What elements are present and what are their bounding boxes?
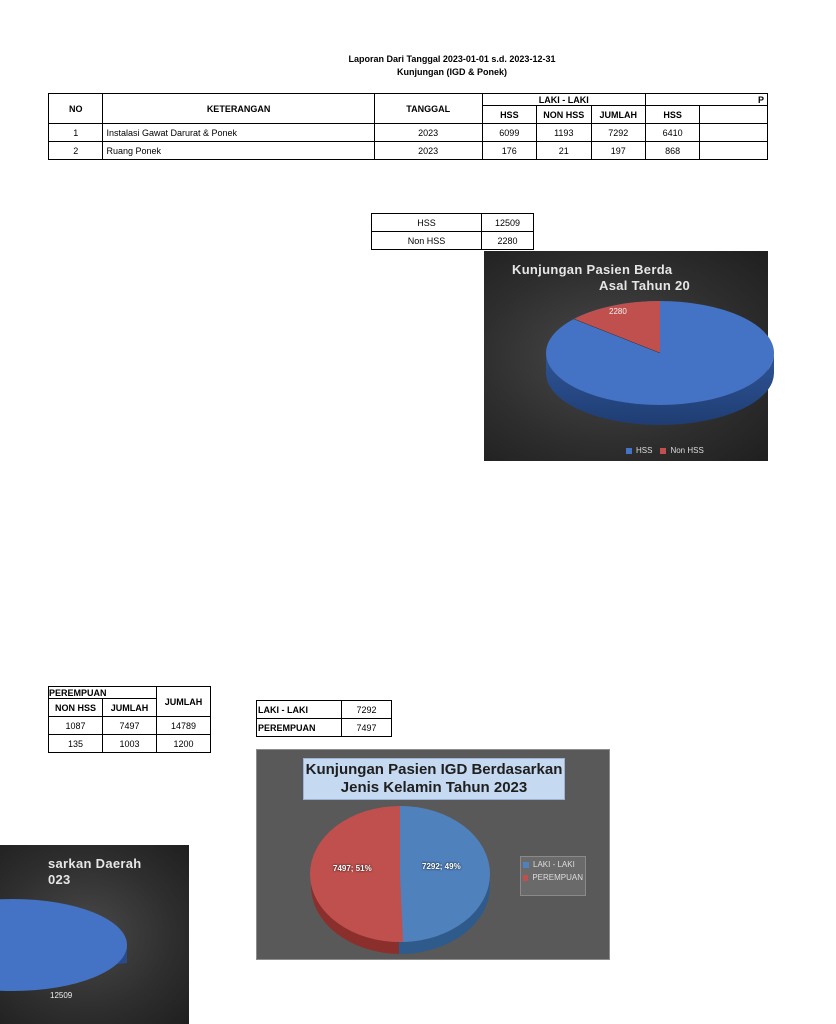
legend-label-laki: LAKI - LAKI xyxy=(533,860,575,869)
hss-value: 12509 xyxy=(482,214,534,232)
cell-jumlah: 1003 xyxy=(103,735,157,753)
data-label-laki: 7292; 49% xyxy=(422,862,461,871)
non-hss-label: Non HSS xyxy=(372,232,482,250)
header-perempuan-cut: P xyxy=(645,94,767,106)
header-keterangan: KETERANGAN xyxy=(103,94,374,124)
cell-blank xyxy=(700,142,768,160)
cell-tanggal: 2023 xyxy=(374,142,482,160)
cell-hss: 6099 xyxy=(482,124,536,142)
cell-no: 2 xyxy=(49,142,103,160)
data-label-perempuan: 7497; 51% xyxy=(333,864,372,873)
cell-jumlah: 197 xyxy=(591,142,645,160)
header-hss-2: HSS xyxy=(645,106,699,124)
chart-legend xyxy=(520,856,586,896)
data-label-hss: 12509 xyxy=(50,991,73,1000)
cell-non-hss: 21 xyxy=(537,142,591,160)
legend-item-laki xyxy=(523,860,583,869)
pie-slice-hss xyxy=(0,899,127,991)
gender-summary-table xyxy=(256,700,392,737)
chart-title-line2: Asal Tahun 20 xyxy=(599,278,691,293)
cell-keterangan: Ruang Ponek xyxy=(103,142,374,160)
cell-total: 14789 xyxy=(157,717,211,735)
header-blank xyxy=(700,106,768,124)
cell-hss-2: 868 xyxy=(645,142,699,160)
chart-title-line1: sarkan Daerah xyxy=(48,856,142,871)
header-perempuan: PEREMPUAN xyxy=(49,687,157,699)
cell-jumlah: 7292 xyxy=(591,124,645,142)
cell-jumlah: 7497 xyxy=(103,717,157,735)
cell-hss-2: 6410 xyxy=(645,124,699,142)
data-label-non-hss: 2280 xyxy=(609,307,627,316)
legend-label-hss: HSS xyxy=(636,446,653,455)
table-row xyxy=(49,717,211,735)
header-jumlah: JUMLAH xyxy=(103,699,157,717)
main-table-wrapper xyxy=(48,93,764,161)
chart-title-line2: Jenis Kelamin Tahun 2023 xyxy=(340,779,528,796)
perempuan-value: 7497 xyxy=(342,719,392,737)
cell-non-hss: 1193 xyxy=(537,124,591,142)
pie-chart-daerah-1 xyxy=(484,251,768,461)
main-table xyxy=(48,93,768,160)
perempuan-label: PEREMPUAN xyxy=(257,719,342,737)
legend-swatch-hss xyxy=(626,448,632,454)
hss-label: HSS xyxy=(372,214,482,232)
cell-non-hss: 135 xyxy=(49,735,103,753)
table-row xyxy=(257,719,392,737)
chart-daerah-asal xyxy=(484,251,768,461)
chart-title-line1: Kunjungan Pasien Berda xyxy=(512,262,673,277)
cell-hss: 176 xyxy=(482,142,536,160)
header-non-hss: NON HSS xyxy=(49,699,103,717)
report-title: Laporan Dari Tanggal 2023-01-01 s.d. 2023-12-31 xyxy=(348,54,556,64)
cell-non-hss: 1087 xyxy=(49,717,103,735)
cell-no: 1 xyxy=(49,124,103,142)
legend-swatch-non-hss xyxy=(660,448,666,454)
margin-strip xyxy=(0,845,48,885)
perempuan-table xyxy=(48,686,211,753)
legend-item-perempuan xyxy=(523,873,583,882)
table-row xyxy=(49,735,211,753)
cell-tanggal: 2023 xyxy=(374,124,482,142)
header-non-hss: NON HSS xyxy=(537,106,591,124)
chart-title-line1: Kunjungan Pasien IGD Berdasarkan xyxy=(305,761,563,778)
cell-blank xyxy=(700,124,768,142)
report-subtitle: Kunjungan (IGD & Ponek) xyxy=(397,67,507,77)
table-row xyxy=(372,214,534,232)
chart-title-line2: 023 xyxy=(48,872,71,887)
chart-legend xyxy=(626,446,704,455)
legend-swatch-perempuan xyxy=(523,875,528,881)
laki-value: 7292 xyxy=(342,701,392,719)
header-laki-laki: LAKI - LAKI xyxy=(482,94,645,106)
table-row xyxy=(257,701,392,719)
table-row xyxy=(49,142,768,160)
header-no: NO xyxy=(49,94,103,124)
table-row xyxy=(372,232,534,250)
header-jumlah: JUMLAH xyxy=(591,106,645,124)
pie-slice-perempuan xyxy=(310,806,403,942)
laki-label: LAKI - LAKI xyxy=(257,701,342,719)
perempuan-table-wrapper xyxy=(48,686,211,754)
table-row xyxy=(49,124,768,142)
header-total-jumlah: JUMLAH xyxy=(157,687,211,717)
header-tanggal: TANGGAL xyxy=(374,94,482,124)
pie-chart-gender xyxy=(257,750,609,959)
cell-keterangan: Instalasi Gawat Darurat & Ponek xyxy=(103,124,374,142)
chart-jenis-kelamin xyxy=(256,749,610,960)
header-hss: HSS xyxy=(482,106,536,124)
legend-label-non-hss: Non HSS xyxy=(670,446,704,455)
legend-label-perempuan: PEREMPUAN xyxy=(532,873,583,882)
non-hss-value: 2280 xyxy=(482,232,534,250)
cell-total: 1200 xyxy=(157,735,211,753)
legend-swatch-laki xyxy=(523,862,529,868)
hss-summary-table xyxy=(371,213,534,250)
